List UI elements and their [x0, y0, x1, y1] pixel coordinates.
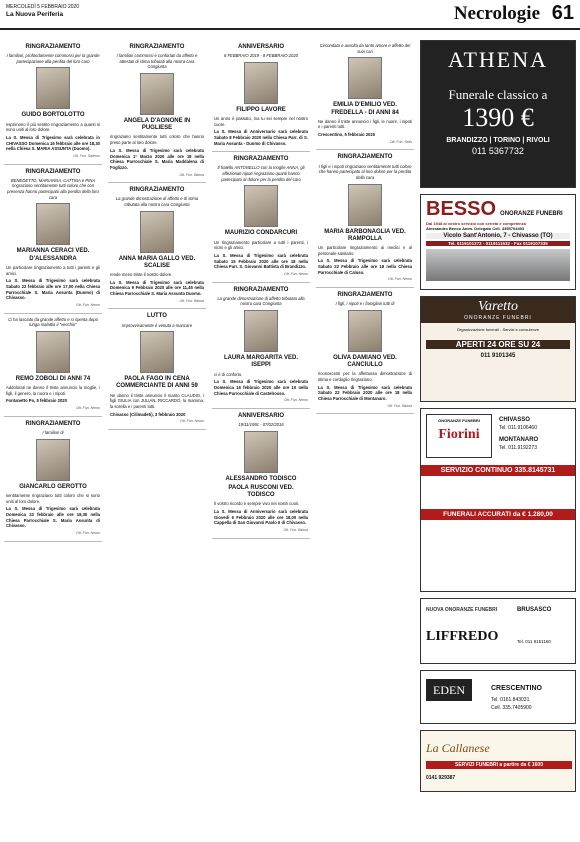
notice-intro: 19/11/1991 - 07/02/2016 — [238, 422, 284, 427]
portrait-photo — [36, 67, 70, 109]
portrait-photo — [140, 211, 174, 253]
notice-body: sentitamente ringraziano tutti coloro che si sono uniti al loro dolore. — [6, 492, 100, 504]
portrait-photo — [244, 310, 278, 352]
notice-heading: RINGRAZIAMENTO — [233, 156, 289, 163]
fiorini-city1: CHIVASSO — [499, 417, 530, 423]
section-title: Necrologie — [453, 3, 540, 24]
notice-intro: Il fratello ANTONELLO con la moglie ANNA, gli affezionati nipoti ringraziano quanti hanno partecipato al dolore per la perdita del caro — [217, 165, 305, 182]
notice-body: Un ringraziamento particolare a tutti i parenti, i vicini e gli amici. — [214, 239, 308, 251]
besso-line1: Dal 1948 al vostro servizio con serietà e competenza — [426, 221, 526, 226]
funeral-home-signature: Ott. Fun. Nemo — [284, 398, 308, 403]
varetto-sub: ONORANZE FUNEBRI — [464, 315, 532, 321]
athena-price: 1390 € — [462, 103, 534, 132]
notice-mass-info: La S. Messa di Trigesimo sarà celebrata Domenica 23 febbraio alle ore 18,30 nella Chiesa Parrocchiale S. Maria Assunta di Chivasso. — [6, 506, 100, 529]
fiorini-price: FUNERALI ACCURATI da € 1.280,00 — [421, 509, 575, 520]
fiorini-city2: MONTANARO — [499, 437, 539, 443]
obituary-notice — [4, 165, 102, 314]
deceased-name: MARIANNA CERACI VED. D'ALESSANDRA — [16, 248, 90, 262]
deceased-name: FILIPPO LAVORE — [236, 106, 286, 113]
obituary-notice — [212, 409, 310, 539]
obituary-notice — [108, 183, 206, 309]
fiorini-tel2: Tel. 011.9192273 — [499, 445, 537, 451]
notice-mass-info: La S. Messa di Trigesimo sarà celebrata Sabato 15 Febbraio 2020 alle ore 18 nella Chiesa Parr. S. Giovanni Battista di Brandizzo. — [214, 252, 308, 270]
obituary-notice — [316, 150, 414, 288]
notice-heading: RINGRAZIAMENTO — [25, 44, 81, 50]
column-2 — [108, 40, 206, 430]
deceased-name: PAOLA FAGO IN CENA COMMERCIANTE DI ANNI 59 — [116, 376, 198, 390]
obituary-notice — [212, 40, 310, 152]
obituary-notice — [212, 152, 310, 282]
notice-body: ci è di conforto. — [214, 371, 243, 377]
obituary-notice — [4, 417, 102, 542]
varetto-open: APERTI 24 ORE SU 24 — [426, 340, 570, 349]
portrait-photo — [36, 331, 70, 373]
column-1 — [4, 40, 102, 542]
notice-mass-info: La S. Messa di Trigesimo sarà celebrata Domenica 9 Febbraio 2020 alle ore 11,45 nella Chiesa Parrocchiale S. Maria Assunta Duomo. — [110, 279, 204, 297]
obituary-notice — [108, 40, 206, 183]
deceased-name: MARIA BARBONAGLIA VED. RAMPOLLA — [324, 228, 406, 242]
notice-heading: RINGRAZIAMENTO — [25, 420, 81, 427]
column-3 — [212, 40, 310, 539]
notice-intro: Circondata e avvolta da tanto amore e affetto dei suoi cari — [319, 43, 411, 54]
portrait-photo — [244, 62, 278, 104]
deceased-name: OLIVA DAMIANO VED. CANCIULLO — [333, 354, 397, 368]
notice-body: ringraziano sentitamente tutti coloro che hanno preso parte al loro dolore. — [110, 134, 204, 146]
deceased-name: EMILIA D'EMILIO VED. FREDELLA - DI ANNI 84 — [331, 102, 399, 116]
notice-mass-info: La S. Messa di Trigesimo sarà celebrata in CHIVASSO Domenica 16 febbraio alle ore 18,30 nella Chiesa S. MARIA ASSUNTA (Duomo). — [6, 134, 100, 152]
page-header — [0, 0, 580, 30]
notice-intro: I familiari di — [42, 429, 64, 435]
notice-heading: LUTTO — [147, 313, 167, 320]
deceased-name: GIANCARLO GEROTTO — [19, 483, 87, 490]
notice-heading: RINGRAZIAMENTO — [129, 44, 185, 50]
callanese-line: SERVIZI FUNEBRI a partire da € 1600 — [426, 761, 572, 769]
ad-fiorini — [420, 408, 576, 592]
notice-mass-info: La S. Messa di Anniversario sarà celebrata Giovedì 6 Febbraio 2020 alle ore 18,00 nella Cappella di San Giovanni Paolo II di Chivasso. — [214, 508, 308, 526]
page-number: 61 — [551, 2, 574, 24]
deceased-name: ANGELA D'AGNONE IN PUGLIESE — [123, 118, 191, 132]
besso-sub: ONORANZE FUNEBRI — [500, 211, 563, 217]
newspaper-name: La Nuova Periferia — [6, 11, 64, 18]
notice-intro: La grande dimostrazione di affetto e di stima tributata alla nostra cara Congiunta — [115, 196, 199, 207]
notice-intro: Improvvisamente è venuta a mancare — [121, 322, 193, 328]
besso-line2: Alessandro Benco Amm. Delegato Cell. 3355704493 — [426, 226, 525, 232]
notice-body: Ne danno il triste annuncio i figli, le nuore, i nipoti e i parenti tutti. — [318, 118, 412, 130]
deceased-name: GUIDO BORTOLOTTO — [21, 112, 85, 119]
obituary-notice — [4, 40, 102, 165]
notice-body: Un particolare ringraziamento a tutti i parenti e gli amici. — [6, 264, 100, 276]
notice-intro: I figli e i nipoti ringraziano sentitamente tutti coloro che hanno partecipato al loro dolore per la perdita della cara — [318, 163, 412, 180]
funeral-home-signature: Ott. Fun. Baima — [283, 527, 308, 532]
notice-body: Ne danno il triste annuncio il marito CLAUDIO, i figli GIULIA con JULIAN, RICCARDO, la mamma, la sorella e i parenti tutti. — [110, 392, 204, 409]
liffredo-tel: Tel. 011 9151160 — [517, 639, 551, 644]
issue-date: MERCOLEDÌ 5 FEBBRAIO 2020 — [6, 4, 80, 10]
varetto-services: Organizzazione funerali - Servizi e consulenze — [456, 327, 540, 332]
notice-heading: ANNIVERSARIO — [237, 412, 284, 419]
notice-intro: 8 FEBBRAIO 2019 - 8 FEBBRAIO 2020 — [223, 53, 298, 59]
funeral-home-signature: Ott. Fun. Nemo — [284, 271, 308, 276]
fiorini-tel1: Tel. 011.9106460 — [499, 425, 537, 431]
obituary-notice — [212, 283, 310, 409]
notice-heading: ANNIVERSARIO — [237, 44, 284, 50]
notice-heading: RINGRAZIAMENTO — [233, 286, 289, 293]
notice-intro: Ci ha lasciato da grande affetto e si spenta dopo lunga malattia il "vecchio" — [8, 316, 98, 328]
notice-mass-info: La S. Messa di Trigesimo sarà celebrata Sabato 22 Febbraio 2020 alle ore 18 nella Chiesa Parrocchiale di Montanaro. — [318, 384, 412, 401]
notice-mass-info: La S. Messa di Anniversario sarà celebrata Sabato 8 Febbraio 2020 nella Chiesa Parr. di S. Maria Assunta - Duomo di Chivasso. — [214, 129, 308, 146]
portrait-photo — [244, 185, 278, 227]
besso-name: BESSO — [426, 198, 497, 220]
portrait-photo — [36, 439, 70, 481]
funeral-home-signature: Ott. Fun. Baima — [387, 403, 412, 408]
fiorini-service: SERVIZIO CONTINUO 335.8145731 — [421, 465, 575, 476]
notice-intro: I figli, i nipoti e i famigliari tutti di — [335, 301, 395, 307]
liffredo-city: BRUSASCO — [517, 607, 552, 613]
eden-tel: Tel. 0161.843031 — [491, 697, 530, 703]
notice-mass-info: La S. Messa di Trigesimo sarà celebrata Sabato 22 Febbraio alle ore 18 nella Chiesa Parrocchiale di Caluso. — [318, 258, 412, 275]
notice-body: Addolorati ne danno il triste annuncio la moglie, i figli, il genero, la nuora e i nipoti. — [6, 385, 100, 396]
ad-eden — [420, 670, 576, 724]
funeral-home-signature: Ott. Fun. Salerno — [73, 153, 100, 158]
deceased-name: LAURA MARGARITA VED. ISEPPI — [223, 355, 299, 369]
funeral-home-signature: Ott. Fun. Nemo — [76, 302, 100, 307]
portrait-photo — [348, 57, 382, 99]
deceased-name: ANNA MARIA GALLO VED. SCALISE — [118, 255, 196, 269]
liffredo-name: LIFFREDO — [426, 629, 499, 644]
notice-intro: La grande dimostrazione di affetto tributata alla nostra cara Congiunta — [217, 295, 305, 307]
portrait-photo — [348, 184, 382, 226]
ad-besso — [420, 194, 576, 290]
deceased-name: ALESSANDRO TODISCO — [225, 475, 297, 482]
deceased-name: REMO ZOBOLI DI ANNI 74 — [15, 375, 91, 382]
notice-body: Un anno è passato, ma tu sei sempre nel nostro cuore. — [214, 115, 308, 127]
funeral-home-signature: Ott. Fun. Nemo — [76, 406, 100, 411]
ad-varetto — [420, 296, 576, 402]
eden-cell: Cell. 335.7405900 — [491, 705, 532, 711]
besso-phones: Tel. 0119101272 - 0119111532 - Fax 0119107335 — [426, 241, 570, 246]
eden-city: CRESCENTINO — [491, 685, 542, 692]
ad-callanese — [420, 730, 576, 792]
ad-athena — [420, 40, 576, 188]
notice-body: Un particolare ringraziamento ai medici e al personale sanitario. — [318, 244, 412, 256]
fiorini-name: Fiorini — [438, 427, 480, 442]
portrait-photo — [140, 331, 174, 373]
notice-intro: BENEDETTO, MARIANNA, CATTINA e PINA ringraziano sentitamente tutti coloro che con presenza hanno partecipato alla perdita della loro cara — [7, 177, 99, 200]
notice-heading: RINGRAZIAMENTO — [337, 154, 393, 161]
liffredo-sub: NUOVA ONORANZE FUNEBRI — [426, 607, 498, 613]
column-4 — [316, 40, 414, 414]
besso-address: Vicolo Sant'Antonio, 7 - Chivasso (TO) — [426, 233, 570, 239]
hearse-image — [426, 249, 570, 281]
notice-mass-info: Fontanetto Po, 5 febbraio 2020 — [6, 398, 67, 404]
athena-tagline: Funerale classico a — [448, 87, 548, 102]
notice-mass-info: La S. Messa di Trigesimo sarà celebrata Domenica 16 febbraio 2020 alle ore 10 nella Chiesa Parrocchiale di Castelrosso. — [214, 379, 308, 396]
notice-heading: RINGRAZIAMENTO — [129, 187, 185, 194]
notice-intro: I familiari commossi e confortati da affetto e attestati di stima tributati alla nostra cara Congiunta — [116, 53, 198, 70]
portrait-photo — [348, 310, 382, 352]
ad-liffredo — [420, 598, 576, 664]
eden-name: EDEN — [426, 679, 472, 701]
portrait-photo — [140, 73, 174, 115]
notice-mass-info: Crescentino, 5 febbraio 2020 — [318, 132, 376, 138]
athena-cities: BRANDIZZO | TORINO | RIVOLI — [446, 137, 550, 144]
notice-heading: RINGRAZIAMENTO — [337, 292, 393, 299]
funeral-home-signature: Ott. Fun. Nemo — [388, 277, 412, 282]
obituary-notice — [316, 40, 414, 150]
athena-phone: 011 5367732 — [472, 146, 524, 156]
portrait-photo — [36, 203, 70, 245]
funeral-home-signature: Ott. Fun. Selis — [389, 139, 412, 144]
deceased-name: MAURIZIO CONDARCURI — [224, 230, 298, 237]
athena-brand: ATHENA — [448, 47, 548, 72]
funeral-home-signature: Ott. Fun. Nemo — [180, 419, 204, 424]
varetto-name: Varetto — [478, 299, 518, 314]
notice-mass-info: Chivasso (Cilimadeti), 3 febbraio 2020 — [110, 411, 186, 417]
notice-body: riconoscenti per la affettuosa dimostrazione di stima e cordoglio ringraziano. — [318, 371, 412, 382]
varetto-phone: 011 9101345 — [480, 353, 516, 360]
notice-heading: RINGRAZIAMENTO — [25, 168, 81, 175]
obituary-notice — [108, 309, 206, 430]
funeral-home-signature: Ott. Fun. Baima — [179, 298, 204, 303]
notice-intro: I familiari, profondamente commossi per la grande partecipazione alla perdita del loro caro — [6, 53, 100, 64]
notice-mass-info: La S. Messa di Trigesimo sarà celebrata Domenica 1° Marzo 2020 alle ore 18 nella Chiesa Parrocchiale S. Maria Maddalena di Foglizzo. — [110, 147, 204, 170]
deceased-name-2: PAOLA RUSCONI VED. TODISCO — [228, 484, 294, 499]
callanese-name: La Callanese — [426, 741, 490, 755]
funeral-home-signature: Ott. Fun. Nemo — [76, 530, 100, 535]
notice-mass-info: La S. Messa di Trigesimo sarà celebrata Sabato 22 febbraio alle ore 17,00 nella Chiesa Parrocchiale S. Maria Assunta (Duomo) di Chivasso. — [6, 278, 100, 301]
notice-body: esprimono il più sentito ringraziamento a quanti si sono uniti al loro dolore. — [6, 121, 100, 133]
funeral-home-signature: Ott. Fun. Baima — [179, 172, 204, 177]
portrait-photo — [244, 431, 278, 473]
callanese-tel: 0141 929387 — [426, 775, 456, 781]
notice-body: Il vostro ricordo è sempre vivo nei nostri cuori. — [214, 501, 300, 507]
notice-body: rende meno triste il nostro dolore. — [110, 272, 173, 278]
obituary-notice — [316, 288, 414, 414]
fiorini-sub: ONORANZE FUNEBRI — [438, 418, 480, 423]
obituary-notice — [4, 314, 102, 417]
